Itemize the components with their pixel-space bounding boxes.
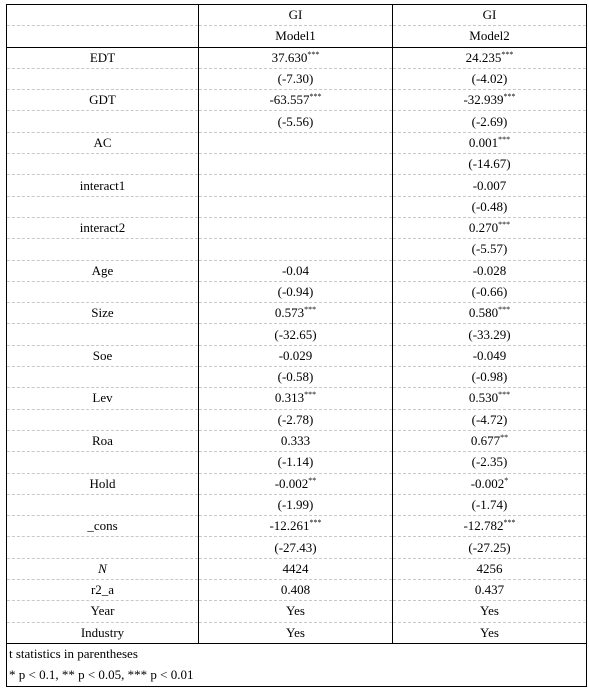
model2-value-cell — [393, 409, 587, 430]
table-row — [7, 430, 587, 451]
row-label — [7, 68, 199, 89]
coefficient-value: Yes — [286, 603, 305, 619]
model1-value-cell — [199, 388, 393, 409]
model1-value-cell — [199, 516, 393, 537]
model1-value-cell — [199, 494, 393, 515]
table-row — [7, 622, 587, 643]
regression-table-container — [6, 4, 586, 687]
table-row — [7, 537, 587, 558]
note-significance-levels: * p < 0.1, ** p < 0.05, *** p < 0.01 — [7, 665, 587, 687]
coefficient-value: -0.04 — [281, 262, 310, 278]
coefficient-value: Yes — [480, 603, 499, 619]
header-cell-blank — [7, 26, 199, 47]
table-row — [7, 47, 587, 68]
table-row — [7, 409, 587, 430]
significance-stars: *** — [498, 305, 511, 315]
row-label — [7, 196, 199, 217]
significance-stars: *** — [309, 92, 322, 102]
note-row — [7, 665, 587, 687]
table-row — [7, 217, 587, 238]
table-row — [7, 324, 587, 345]
coefficient-value: (-0.58) — [277, 369, 314, 385]
model1-value-cell — [199, 345, 393, 366]
model2-value-cell — [393, 345, 587, 366]
table-row — [7, 196, 587, 217]
coefficient-value: -12.261 — [269, 518, 310, 534]
model1-value-cell — [199, 239, 393, 260]
table-body — [7, 47, 587, 643]
row-label: Size — [7, 303, 199, 324]
coefficient-value: 0.677 — [470, 433, 501, 449]
model1-value-cell — [199, 175, 393, 196]
model2-value-cell — [393, 47, 587, 68]
row-label — [7, 452, 199, 473]
model1-value-cell — [199, 473, 393, 494]
coefficient-value: Yes — [286, 624, 305, 640]
coefficient-value: 0.333 — [280, 433, 311, 449]
table-row — [7, 580, 587, 601]
coefficient-value: 0.001 — [468, 134, 499, 150]
coefficient-value: 37.630 — [271, 49, 308, 65]
table-row — [7, 154, 587, 175]
model1-value-cell — [199, 558, 393, 579]
coefficient-value: (-2.69) — [471, 113, 508, 129]
coefficient-value: 4256 — [476, 560, 503, 576]
coefficient-value: (-27.25) — [468, 539, 511, 555]
note-t-statistics: t statistics in parentheses — [7, 643, 587, 665]
coefficient-value: 0.408 — [280, 582, 311, 598]
header-row-dependent-variable — [7, 5, 587, 26]
coefficient-value: (-4.02) — [471, 71, 508, 87]
row-label: interact2 — [7, 217, 199, 238]
model2-value-cell — [393, 68, 587, 89]
table-row — [7, 367, 587, 388]
model1-value-cell — [199, 90, 393, 111]
model2-value-cell — [393, 217, 587, 238]
coefficient-value: (-7.30) — [277, 71, 314, 87]
header-cell-model2-depvar: GI — [393, 5, 587, 26]
table-row — [7, 239, 587, 260]
table-row — [7, 260, 587, 281]
coefficient-value: -0.049 — [472, 347, 507, 363]
header-cell-model1-depvar: GI — [199, 5, 393, 26]
significance-stars: *** — [503, 518, 516, 528]
significance-stars: *** — [501, 49, 514, 59]
row-label — [7, 367, 199, 388]
model1-value-cell — [199, 622, 393, 643]
coefficient-value: (-2.78) — [277, 411, 314, 427]
table-row — [7, 281, 587, 302]
table-row — [7, 558, 587, 579]
coefficient-value: -0.002 — [274, 475, 309, 491]
model1-value-cell — [199, 580, 393, 601]
coefficient-value: 0.573 — [274, 305, 305, 321]
coefficient-value: -0.028 — [472, 262, 507, 278]
table-row — [7, 345, 587, 366]
row-label — [7, 111, 199, 132]
coefficient-value: (-0.48) — [471, 198, 508, 214]
table-row — [7, 90, 587, 111]
coefficient-value: -32.939 — [463, 92, 504, 108]
significance-stars: * — [504, 475, 509, 485]
coefficient-value: (-2.35) — [471, 454, 508, 470]
header-cell-blank — [7, 5, 199, 26]
table-row — [7, 388, 587, 409]
note-row — [7, 643, 587, 665]
significance-stars: *** — [498, 220, 511, 230]
coefficient-value: -0.007 — [472, 177, 507, 193]
model2-value-cell — [393, 239, 587, 260]
model2-value-cell — [393, 260, 587, 281]
significance-stars: *** — [309, 518, 322, 528]
model2-value-cell — [393, 388, 587, 409]
table-row — [7, 452, 587, 473]
model1-value-cell — [199, 367, 393, 388]
model1-value-cell — [199, 281, 393, 302]
table-row — [7, 68, 587, 89]
significance-stars: ** — [308, 475, 317, 485]
row-label: Age — [7, 260, 199, 281]
model2-value-cell — [393, 196, 587, 217]
model2-value-cell — [393, 430, 587, 451]
model1-value-cell — [199, 154, 393, 175]
model1-value-cell — [199, 111, 393, 132]
model1-value-cell — [199, 47, 393, 68]
model2-value-cell — [393, 622, 587, 643]
row-label — [7, 154, 199, 175]
coefficient-value: 0.580 — [468, 305, 499, 321]
model2-value-cell — [393, 601, 587, 622]
coefficient-value: 4424 — [282, 560, 309, 576]
model1-value-cell — [199, 217, 393, 238]
row-label: Roa — [7, 430, 199, 451]
coefficient-value: (-33.29) — [468, 326, 511, 342]
coefficient-value: -0.029 — [278, 347, 313, 363]
table-row — [7, 473, 587, 494]
row-label: Hold — [7, 473, 199, 494]
model1-value-cell — [199, 132, 393, 153]
coefficient-value: (-0.94) — [277, 284, 314, 299]
coefficient-value: (-14.67) — [468, 156, 511, 172]
coefficient-value: (-0.98) — [471, 369, 508, 385]
model2-value-cell — [393, 132, 587, 153]
model2-value-cell — [393, 537, 587, 558]
model1-value-cell — [199, 409, 393, 430]
table-row — [7, 601, 587, 622]
coefficient-value: Yes — [480, 624, 499, 640]
coefficient-value: (-1.99) — [277, 496, 314, 512]
coefficient-value: 0.270 — [468, 220, 499, 236]
row-label — [7, 324, 199, 345]
model1-value-cell — [199, 601, 393, 622]
model2-value-cell — [393, 452, 587, 473]
model1-value-cell — [199, 260, 393, 281]
model1-value-cell — [199, 303, 393, 324]
significance-stars: *** — [498, 134, 511, 144]
model2-value-cell — [393, 154, 587, 175]
row-label: GDT — [7, 90, 199, 111]
significance-stars: *** — [307, 49, 320, 59]
significance-stars: *** — [304, 305, 317, 315]
model1-value-cell — [199, 196, 393, 217]
row-label: Year — [7, 601, 199, 622]
row-label: EDT — [7, 47, 199, 68]
row-label: AC — [7, 132, 199, 153]
row-label: _cons — [7, 516, 199, 537]
model2-value-cell — [393, 111, 587, 132]
header-cell-model2: Model2 — [393, 26, 587, 47]
coefficient-value: 0.437 — [474, 582, 505, 598]
model1-value-cell — [199, 324, 393, 345]
model2-value-cell — [393, 90, 587, 111]
row-label: Industry — [7, 622, 199, 643]
row-label — [7, 409, 199, 430]
significance-stars: ** — [500, 433, 509, 443]
model2-value-cell — [393, 580, 587, 601]
model2-value-cell — [393, 281, 587, 302]
coefficient-value: (-5.56) — [277, 113, 314, 129]
table-row — [7, 303, 587, 324]
model1-value-cell — [199, 68, 393, 89]
regression-table — [6, 4, 587, 687]
row-label — [7, 537, 199, 558]
coefficient-value: (-1.74) — [471, 496, 508, 512]
coefficient-value: (-0.66) — [471, 284, 508, 299]
coefficient-value: (-4.72) — [471, 411, 508, 427]
significance-stars: *** — [304, 390, 317, 400]
table-row — [7, 516, 587, 537]
model2-value-cell — [393, 494, 587, 515]
header-cell-model1: Model1 — [199, 26, 393, 47]
row-label: interact1 — [7, 175, 199, 196]
model2-value-cell — [393, 473, 587, 494]
model1-value-cell — [199, 430, 393, 451]
row-label — [7, 239, 199, 260]
row-label — [7, 281, 199, 302]
model2-value-cell — [393, 367, 587, 388]
model2-value-cell — [393, 303, 587, 324]
row-label: r2_a — [7, 580, 199, 601]
coefficient-value: 0.313 — [274, 390, 305, 406]
table-row — [7, 494, 587, 515]
significance-stars: *** — [498, 390, 511, 400]
model1-value-cell — [199, 537, 393, 558]
model2-value-cell — [393, 558, 587, 579]
table-row — [7, 132, 587, 153]
coefficient-value: -0.002 — [470, 475, 505, 491]
coefficient-value: (-1.14) — [277, 454, 314, 470]
coefficient-value: (-5.57) — [471, 241, 508, 257]
table-row — [7, 111, 587, 132]
coefficient-value: -12.782 — [463, 518, 504, 534]
coefficient-value: 0.530 — [468, 390, 499, 406]
row-label — [7, 494, 199, 515]
model2-value-cell — [393, 324, 587, 345]
coefficient-value: -63.557 — [269, 92, 310, 108]
table-row — [7, 175, 587, 196]
row-label: Soe — [7, 345, 199, 366]
model2-value-cell — [393, 175, 587, 196]
model1-value-cell — [199, 452, 393, 473]
significance-stars: *** — [503, 92, 516, 102]
header-row-model-names — [7, 26, 587, 47]
coefficient-value: 24.235 — [465, 49, 502, 65]
row-label: N — [7, 558, 199, 579]
model2-value-cell — [393, 516, 587, 537]
coefficient-value: (-27.43) — [274, 539, 317, 555]
row-label: Lev — [7, 388, 199, 409]
coefficient-value: (-32.65) — [274, 326, 317, 342]
